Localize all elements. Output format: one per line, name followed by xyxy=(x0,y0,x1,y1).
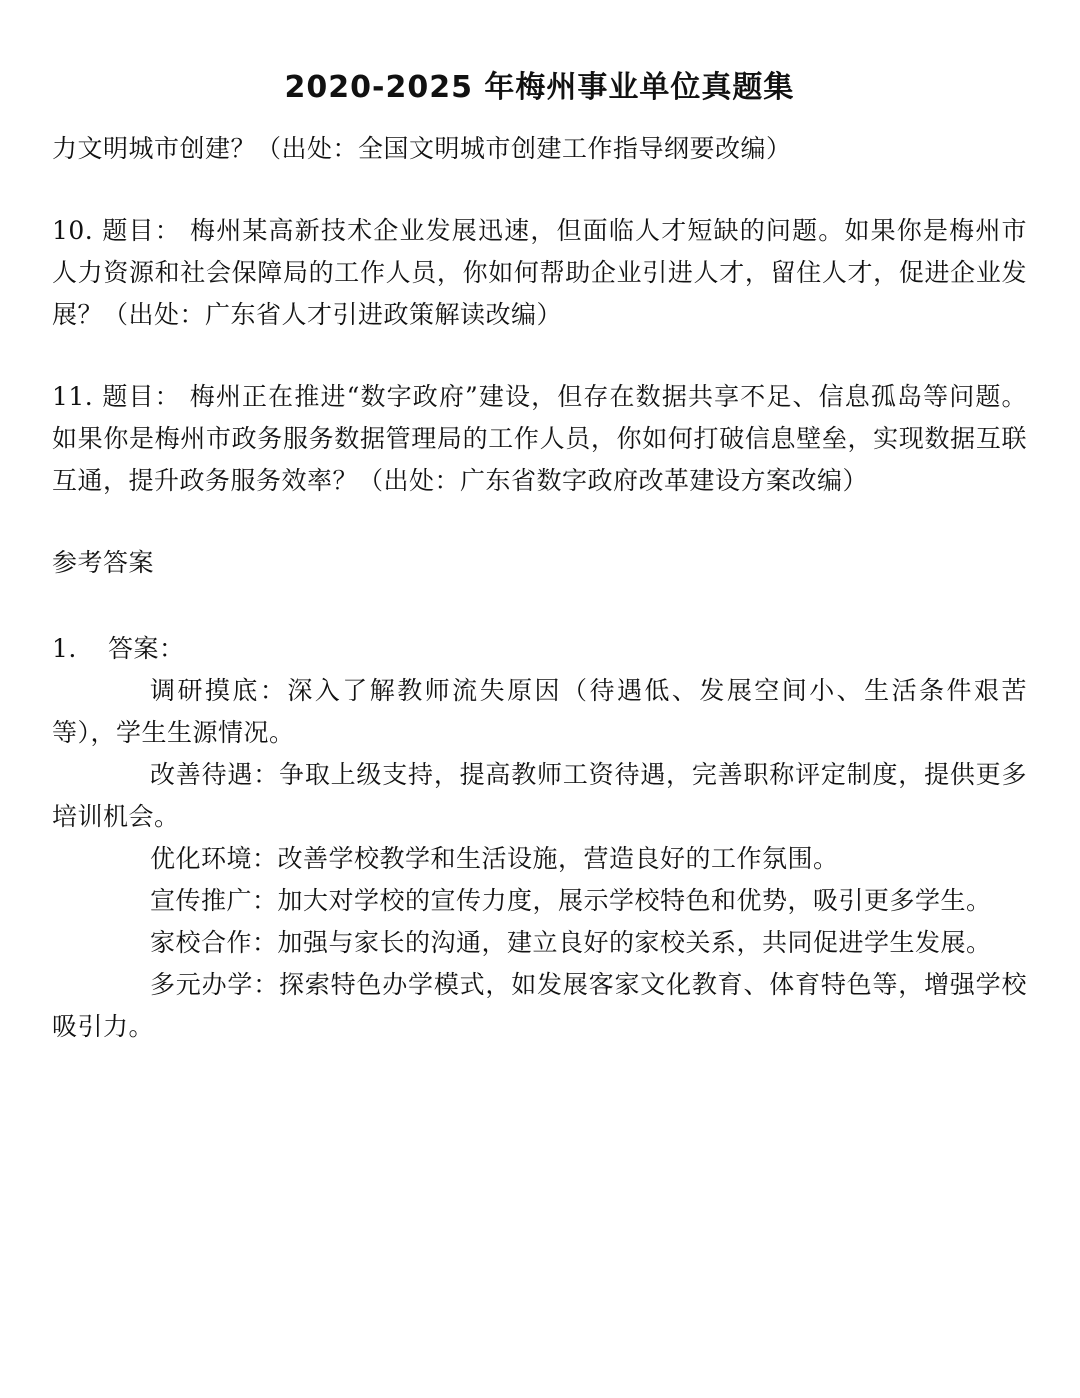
answer-item-diversified: 多元办学：探索特色办学模式，如发展客家文化教育、体育特色等，增强学校吸引力。 xyxy=(52,970,1027,1041)
answer-1-heading xyxy=(52,628,1027,670)
reference-answers-heading: 参考答案 xyxy=(52,548,155,577)
document-page xyxy=(52,0,1027,1048)
question-10: 10. 题目： 梅州某高新技术企业发展迅速，但面临人才短缺的问题。如果你是梅州市人力资源和社会保障局的工作人员，你如何帮助企业引进人才，留住人才，促进企业发展？（出处：广东省人才引进政策解读改编） xyxy=(52,216,1027,329)
document-title: 2020-2025 年梅州事业单位真题集 xyxy=(284,70,795,105)
answer-item-home-school: 家校合作：加强与家长的沟通，建立良好的家校关系，共同促进学生发展。 xyxy=(150,928,992,957)
question-continuation: 力文明城市创建？（出处：全国文明城市创建工作指导纲要改编） xyxy=(52,134,792,163)
answer-item-treatment: 改善待遇：争取上级支持，提高教师工资待遇，完善职称评定制度，提供更多培训机会。 xyxy=(52,760,1027,831)
answer-number: 1. xyxy=(52,634,77,663)
answer-item-environment: 优化环境：改善学校教学和生活设施，营造良好的工作氛围。 xyxy=(150,844,839,873)
answer-item-promotion: 宣传推广：加大对学校的宣传力度，展示学校特色和优势，吸引更多学生。 xyxy=(150,886,992,915)
answer-label: 答案： xyxy=(108,634,185,663)
question-11: 11. 题目： 梅州正在推进“数字政府”建设，但存在数据共享不足、信息孤岛等问题。如果你是梅州市政务服务数据管理局的工作人员，你如何打破信息壁垒，实现数据互联互通，提升政务服务效率？（出处：广东省数字政府改革建设方案改编） xyxy=(52,382,1027,495)
answer-item-research: 调研摸底：深入了解教师流失原因（待遇低、发展空间小、生活条件艰苦等），学生生源情况。 xyxy=(52,676,1027,747)
